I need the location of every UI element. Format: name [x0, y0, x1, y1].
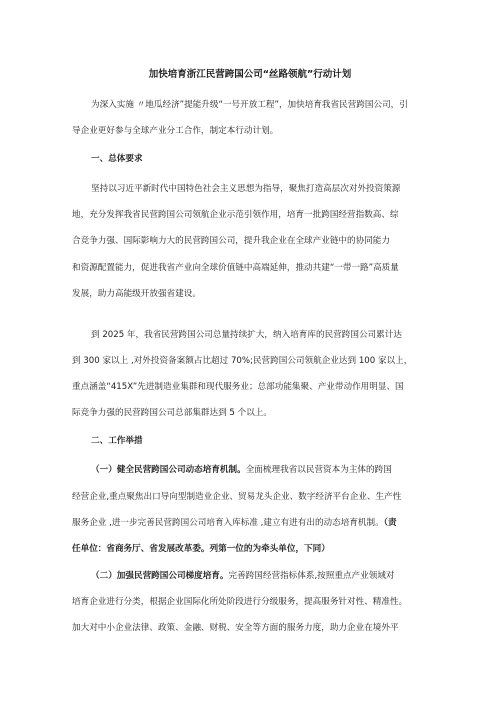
item1-line-2: 经营企业,重点聚焦出口导向型制造业企业、贸易龙头企业、数字经济平台企业、生产性: [72, 492, 402, 502]
item2-lead: （二）加强民营跨国公司梯度培育。: [91, 571, 229, 581]
item1-lead: （一）健全民营跨国公司动态培育机制。: [91, 465, 246, 475]
para1-line-1: 坚持以习近平新时代中国特色社会主义思想为指导，聚焦打造高层次对外投资策源: [91, 184, 401, 194]
para2-line-4: 际竞争力强的民营跨国公司总部集群达到 5 个以上。: [72, 408, 272, 418]
item1-line-3: [72, 517, 430, 529]
section-heading-1: 一、总体要求: [91, 154, 143, 164]
para2-line-3: 重点涵盖“415X”先进制造业集群和现代服务业；总部功能集聚、产业带动作用明显、国: [72, 382, 404, 392]
item1-tail-bold: （责: [383, 518, 397, 528]
document-title: 加快培育浙江民营跨国公司“丝路领航”行动计划: [148, 69, 352, 80]
para1-line-4: 和资源配置能力，促进我省产业向全球价值链中高端延伸，推动共建“一带一路”高质量: [72, 263, 399, 273]
item2-first-rest: 完善跨国经营指标体系,按照重点产业领域对: [228, 571, 395, 581]
item1-first-rest: 全面梳理我省以民营资本为主体的跨国: [245, 465, 392, 475]
section-heading-2: 二、工作举措: [91, 436, 143, 446]
item2-line-1: [91, 570, 430, 582]
item2-line-3: 加大对中小企业法律、政策、金融、财税、安全等方面的服务力度，助力企业在境外平: [72, 623, 399, 633]
item1-line-4: 任单位：省商务厅、省发展改革委。列第一位的为牵头单位，下同）: [72, 544, 330, 554]
para1-line-5: 发展，助力高能级开放强省建设。: [72, 289, 201, 299]
intro-line-1: 为深入实施 〃地瓜经济”提能升级“一号开放工程”，加快培育我省民营跨国公司，引: [91, 100, 408, 110]
intro-line-2: 导企业更好参与全球产业分工合作，制定本行动计划。: [72, 126, 279, 136]
item2-line-2: 培育企业进行分类，根据企业国际化所处阶段进行分级服务，提高服务针对性、精准性。: [72, 597, 408, 607]
para2-line-2: 到 300 家以上 ,对外投资备案额占比超过 70%;民营跨国公司领航企业达到 100 家以上，: [72, 356, 413, 366]
para1-line-3: 合竞争力强、国际影响力大的民营跨国公司，提升我企业在全球产业链中的协同能力: [72, 236, 390, 246]
item1-line-1: [91, 464, 430, 476]
para2-line-1: 到 2025 年，我省民营跨国公司总量持续扩大，纳入培育库的民营跨国公司累计达: [91, 330, 402, 340]
para1-line-2: 地，充分发挥我省民营跨国公司领航企业示范引领作用，培育一批跨国经营指数高、综: [72, 210, 399, 220]
item1-line-3-text: 服务企业 ,进一步完善民营跨国公司培育入库标准 ,建立有进有出的动态培育机制。: [72, 518, 384, 528]
